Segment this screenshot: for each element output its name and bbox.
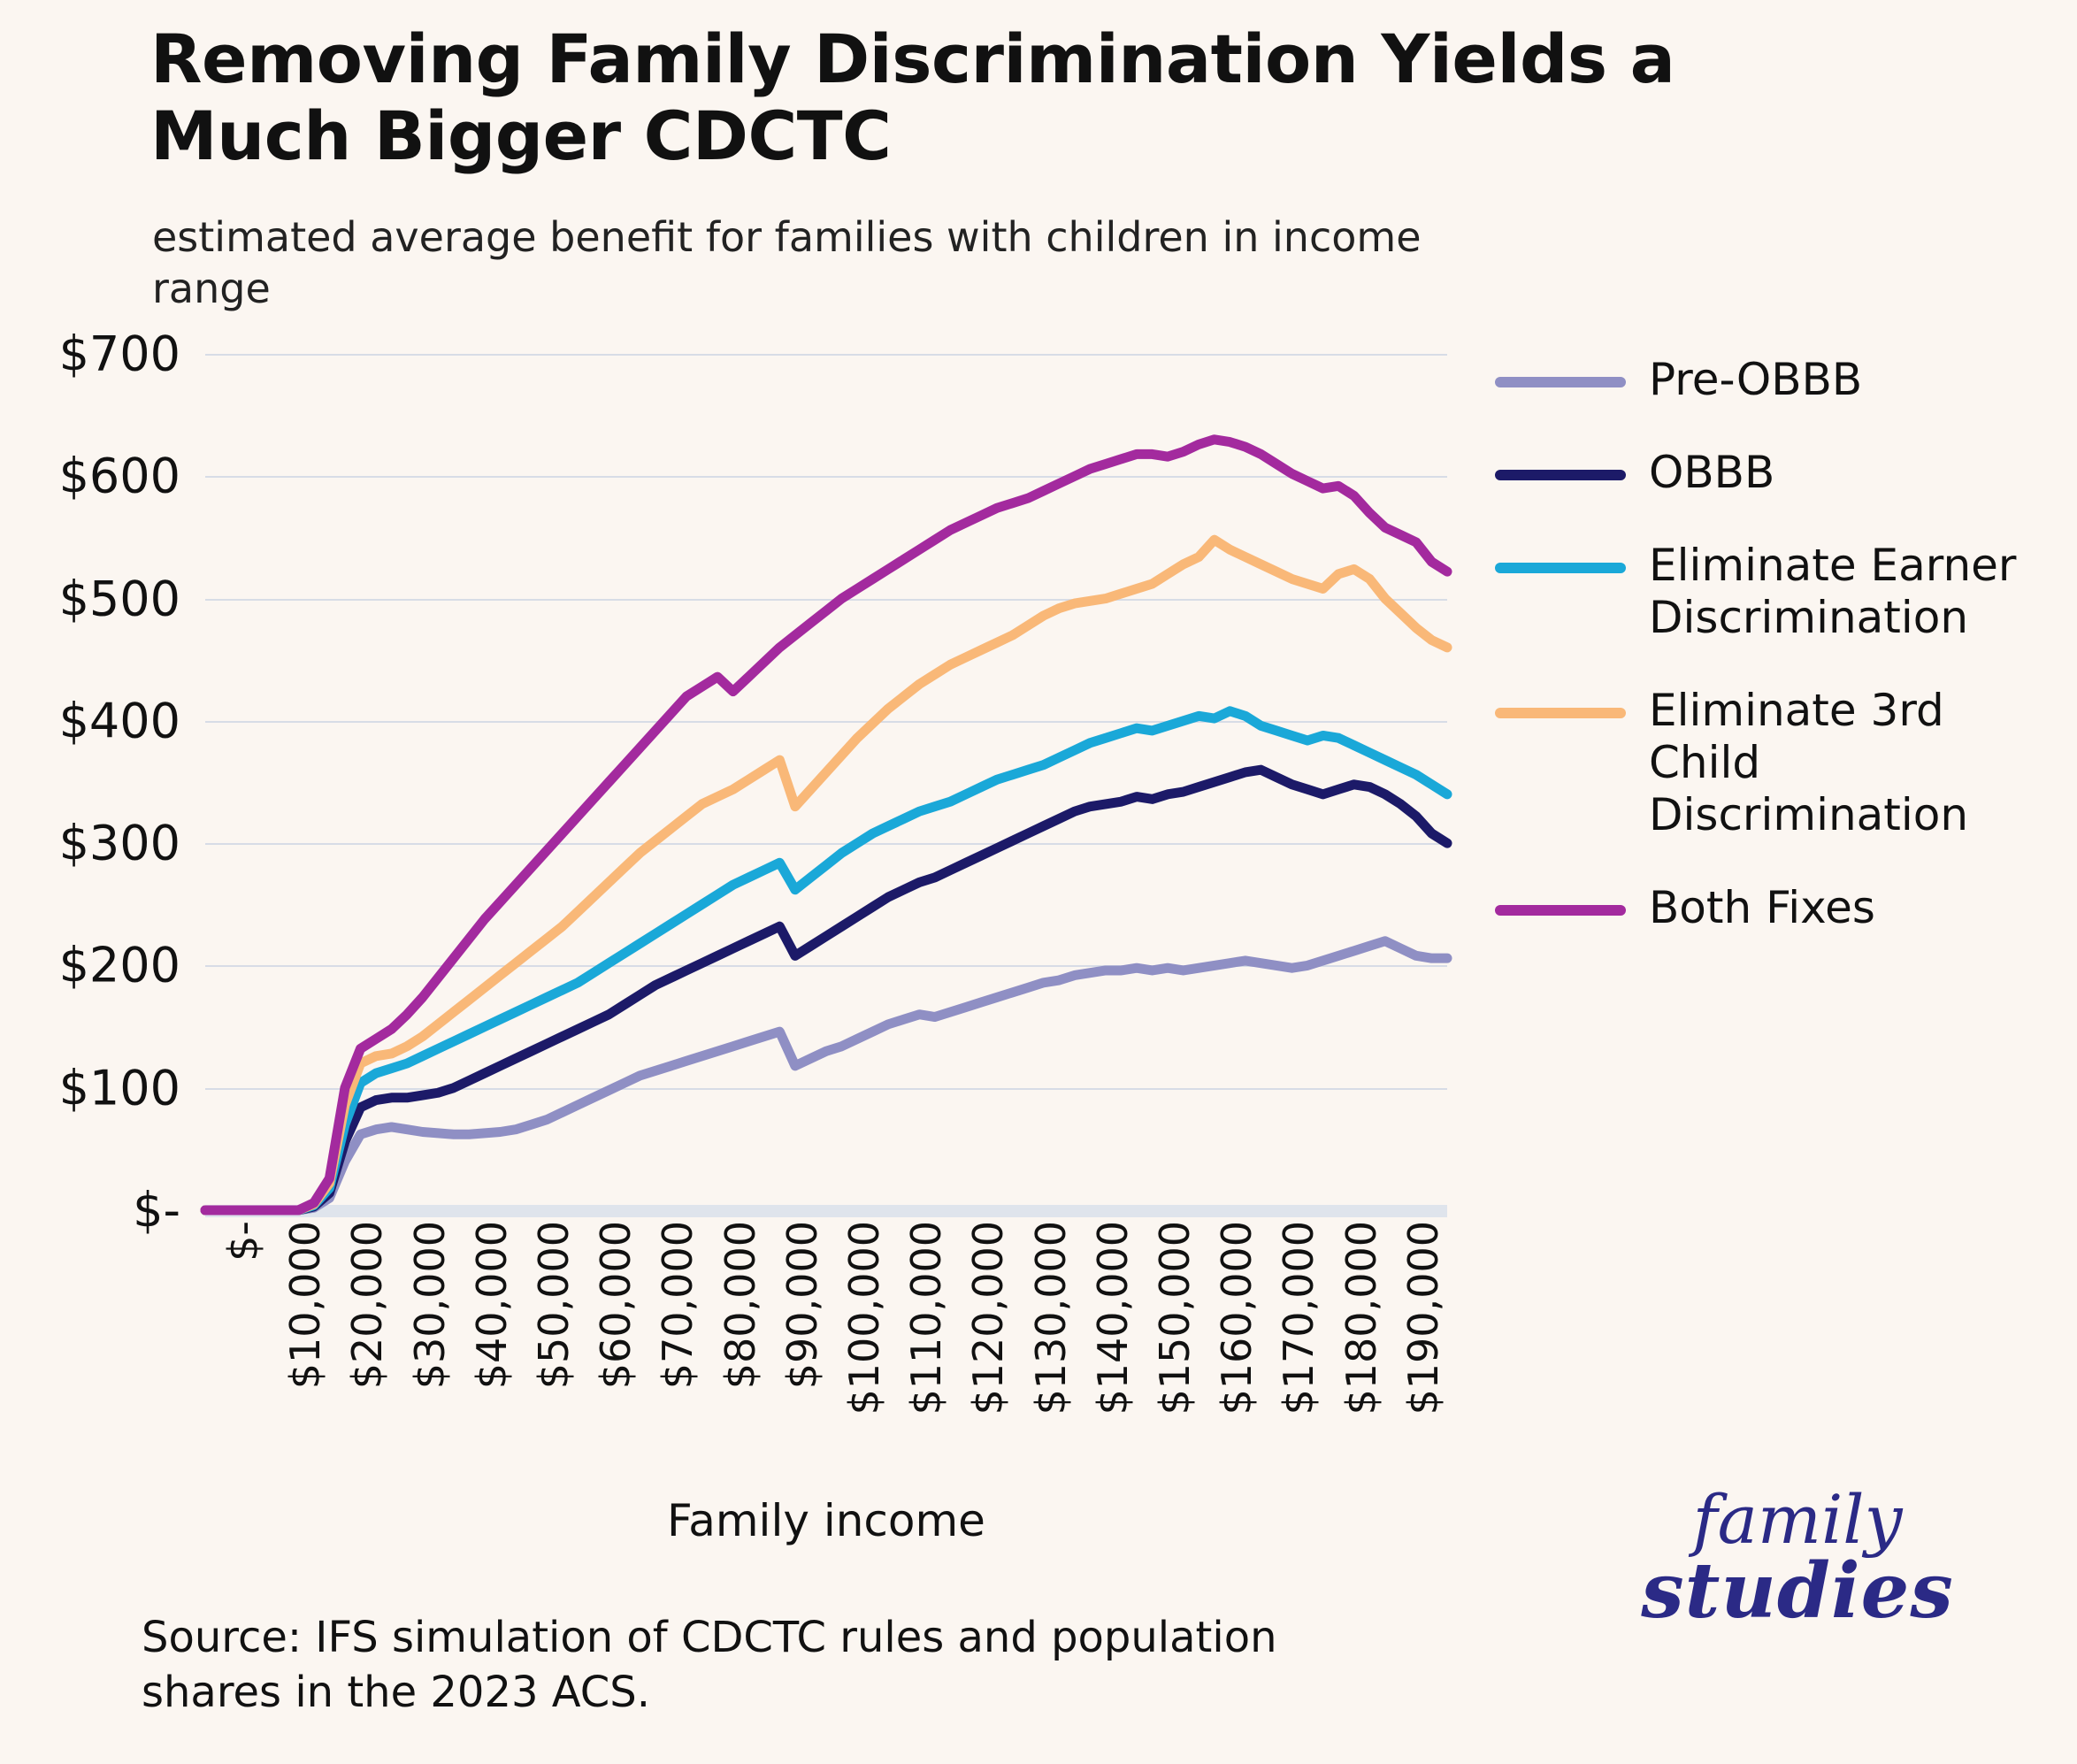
legend-label: Eliminate Earner Discrimination: [1649, 540, 2017, 643]
x-axis-tick-label: $60,000: [592, 1221, 640, 1390]
y-axis-tick-label: $200: [58, 937, 180, 993]
plot-area: [205, 354, 1447, 1210]
family-studies-logo: [1603, 1480, 1992, 1636]
x-axis-tick-label: $160,000: [1213, 1221, 1261, 1415]
legend-label: Both Fixes: [1649, 882, 1875, 933]
chart-subtitle: estimated average benefit for families with children in income range: [152, 213, 1422, 312]
x-axis-tick-label: $170,000: [1275, 1221, 1323, 1415]
series-line: [205, 770, 1447, 1210]
y-axis-tick-label: $700: [58, 326, 180, 382]
y-axis-tick-label: $600: [58, 448, 180, 504]
x-axis-tick-label: $10,000: [281, 1221, 330, 1390]
logo-line-1: family: [1692, 1480, 1903, 1559]
legend-item[interactable]: [1495, 882, 2043, 934]
y-axis-tick-label: $500: [58, 571, 180, 627]
y-axis-tick-label: $300: [58, 815, 180, 871]
x-axis-tick-label: $40,000: [467, 1221, 516, 1390]
x-axis-labels: [205, 1221, 1447, 1486]
legend-item[interactable]: [1495, 540, 2043, 644]
legend-label: Eliminate 3rd Child Discrimination: [1649, 685, 1969, 840]
x-axis-tick-label: $50,000: [530, 1221, 578, 1390]
x-axis-tick-label: $70,000: [654, 1221, 702, 1390]
x-axis-tick-label: $190,000: [1399, 1221, 1447, 1415]
y-axis-tick-label: $-: [133, 1182, 180, 1239]
legend-swatch: [1495, 470, 1626, 480]
x-axis-tick-label: $90,000: [778, 1221, 826, 1390]
y-axis-tick-label: $100: [58, 1060, 180, 1116]
series-lines: [205, 354, 1447, 1210]
x-axis-tick-label: $-: [219, 1221, 267, 1262]
x-axis-tick-label: $150,000: [1151, 1221, 1199, 1415]
x-axis-tick-label: $100,000: [840, 1221, 888, 1415]
x-axis-tick-label: $130,000: [1026, 1221, 1075, 1415]
source-note: Source: IFS simulation of CDCTC rules and population shares in the 2023 ACS.: [142, 1613, 1277, 1718]
x-axis-tick-label: $110,000: [902, 1221, 951, 1415]
x-axis-tick-label: $80,000: [716, 1221, 764, 1390]
legend-swatch: [1495, 377, 1626, 387]
series-line: [205, 941, 1447, 1210]
chart-title: Removing Family Discrimination Yields a Much Bigger CDCTC: [150, 19, 1675, 175]
x-axis-tick-label: $30,000: [405, 1221, 454, 1390]
x-axis-tick-label: $140,000: [1088, 1221, 1137, 1415]
legend-swatch: [1495, 563, 1626, 573]
x-axis-tick-label: $20,000: [343, 1221, 392, 1390]
legend-label: Pre-OBBB: [1649, 354, 1863, 405]
legend-label: OBBB: [1649, 447, 1775, 498]
legend-item[interactable]: [1495, 354, 2043, 406]
series-line: [205, 540, 1447, 1210]
legend-item[interactable]: [1495, 447, 2043, 499]
y-axis-labels: [0, 326, 196, 1239]
legend-item[interactable]: [1495, 685, 2043, 841]
legend-swatch: [1495, 905, 1626, 916]
legend-swatch: [1495, 708, 1626, 718]
x-axis-tick-label: $120,000: [964, 1221, 1013, 1415]
y-axis-tick-label: $400: [58, 693, 180, 749]
x-axis-tick-label: $180,000: [1337, 1221, 1385, 1415]
legend: [1495, 354, 2043, 975]
logo-line-2: studies: [1641, 1546, 1954, 1636]
x-axis-title: Family income: [667, 1495, 985, 1546]
